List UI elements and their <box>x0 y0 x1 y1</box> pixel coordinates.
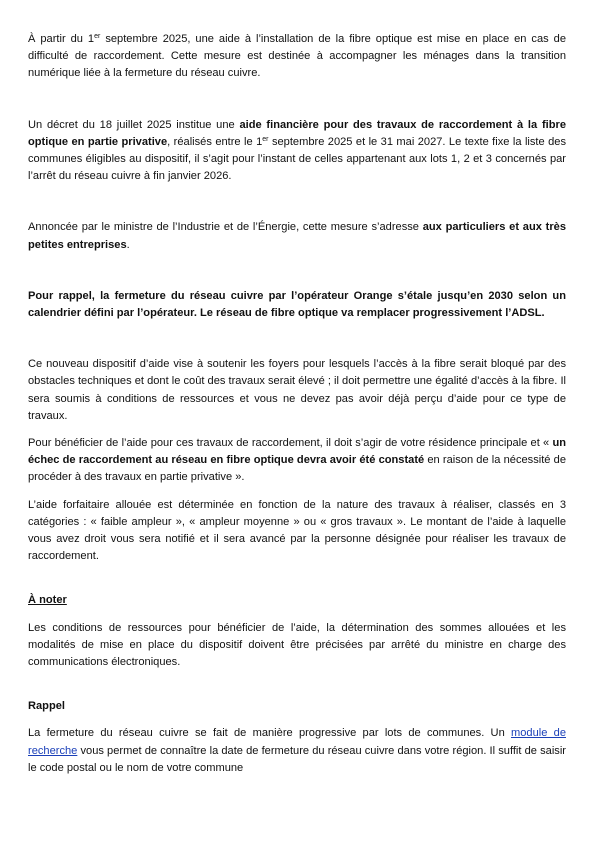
text-run: Les conditions de ressources pour bénéficier de l’aide, la détermination des sommes allouées et les modalités de mise en place du dispositif doivent être précisées par arrêté du ministre en charge des communications électroniques. <box>28 621 566 669</box>
eligibility-paragraph <box>28 435 566 487</box>
bold-text: Pour rappel, la fermeture du réseau cuivre par l’opérateur Orange s’étale jusqu’en 2030 selon un calendrier défini par l’opérateur. Le réseau de fibre optique va remplacer progressivement l’ADSL. <box>28 289 566 320</box>
note-heading-text: À noter <box>28 594 67 607</box>
intro-paragraph <box>28 31 566 83</box>
audience-paragraph <box>28 219 566 253</box>
rappel-heading-text: Rappel <box>28 700 65 713</box>
amount-paragraph <box>28 497 566 566</box>
bold-text: aide financière pour des travaux de raccordement à la fibre optique en partie privative <box>28 118 566 148</box>
rappel-heading <box>28 698 566 715</box>
text-run: L’aide forfaitaire allouée est déterminée en fonction de la nature des travaux à réaliser, classés en 3 catégories : « faible ampleur », « ampleur moyenne » ou « gros travaux ». Le montant de l’aide à laquelle vous avez droit vous sera notifié et il sera avancé par la personne désignée pour réaliser les travaux de raccordement. <box>28 498 566 563</box>
bold-text: un échec de raccordement au réseau en fibre optique devra avoir été constaté <box>28 437 566 467</box>
bold-text: aux particuliers et aux très petites entreprises <box>28 221 566 251</box>
text-run: Ce nouveau dispositif d’aide vise à soutenir les foyers pour lesquels l’accès à la fibre serait bloqué par des obstacles techniques et dont le coût des travaux serait élevé ; il doit permettre une égalité d’accès à la fibre. Il sera soumis à conditions de ressources et vous ne devez pas avoir déjà perçu d’aide pour ce type de travaux. <box>28 358 566 422</box>
text-run: Pour bénéficier de l’aide pour ces travaux de raccordement, il doit s’agir de votre résidence principale et « <box>28 437 553 450</box>
text-run: . <box>126 238 130 251</box>
note-heading <box>28 592 566 609</box>
decree-paragraph <box>28 117 566 186</box>
text-run: septembre 2025, une aide à l’installation de la fibre optique est mise en place en cas de difficulté de raccordement. Cette mesure est destinée à accompagner les ménages dans la transition numérique liée à la fermeture du réseau cuivre. <box>28 33 566 80</box>
note-paragraph <box>28 620 566 672</box>
superscript: er <box>262 135 269 143</box>
rappel-paragraph <box>28 725 566 777</box>
text-run: septembre 2025 et le 31 mai 2027. Le texte fixe la liste des communes éligibles au dispositif, il s’agit pour l’instant de celles appartenant aux lots 1, 2 et 3 concernés par l’arrêt du réseau cuivre à fin janvier 2026. <box>28 135 566 183</box>
document-body <box>28 31 566 777</box>
text-run: , réalisés entre le 1 <box>167 135 263 148</box>
text-run: en raison de la nécessité de procéder à des travaux en partie privative ». <box>28 454 566 484</box>
search-module-link[interactable]: module de recherche <box>28 727 566 757</box>
text-run: À partir du 1 <box>28 33 95 45</box>
text-run: Un décret du 18 juillet 2025 institue une <box>28 118 240 131</box>
reminder-bold-paragraph <box>28 288 566 322</box>
scheme-paragraph <box>28 356 566 425</box>
text-run: La fermeture du réseau cuivre se fait de manière progressive par lots de communes. Un <box>28 727 511 740</box>
text-run: Annoncée par le ministre de l’Industrie et de l’Énergie, cette mesure s’adresse <box>28 221 423 234</box>
superscript: er <box>94 33 101 40</box>
text-run: vous permet de connaître la date de fermeture du réseau cuivre dans votre région. Il suffit de saisir le code postal ou le nom de votre commune <box>28 744 566 774</box>
